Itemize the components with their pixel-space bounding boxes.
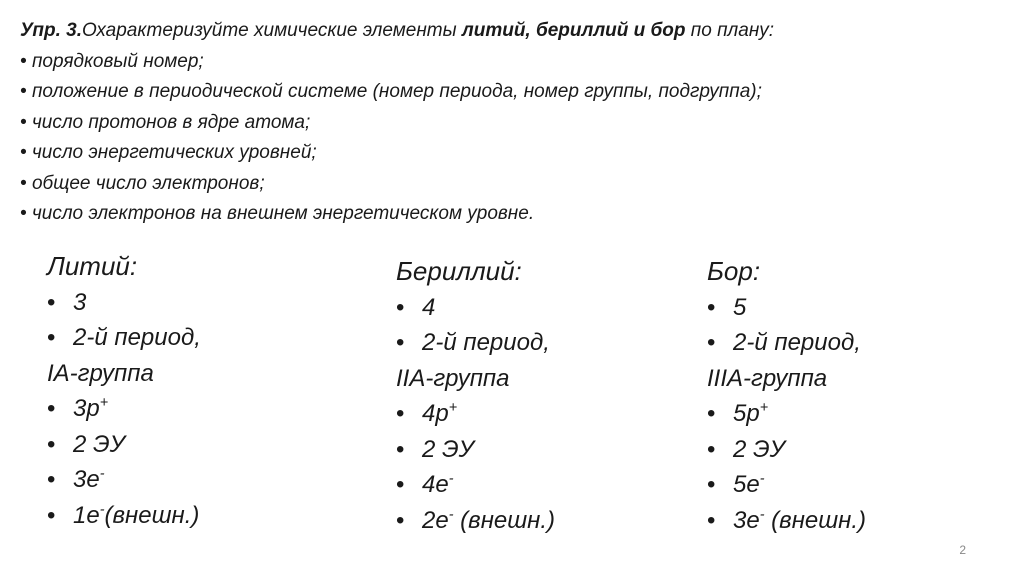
atomic-number-line — [396, 290, 555, 326]
task-heading — [20, 16, 1000, 47]
electrons-charge: - — [448, 471, 454, 487]
plan-item-text: порядковый номер; — [31, 50, 204, 72]
plan-item-text: число протонов в ядре атома; — [31, 111, 311, 133]
protons: 5p — [733, 400, 760, 427]
plan-item-text: общее число электронов; — [31, 172, 265, 194]
atomic-number: 4 — [422, 293, 436, 321]
bullet-icon: • — [707, 329, 716, 356]
beryllium-column — [396, 254, 555, 538]
bullet-icon: • — [707, 400, 716, 427]
levels-line — [707, 432, 866, 468]
bullet-icon: • — [47, 324, 56, 351]
protons-charge: + — [759, 400, 769, 416]
bullet-icon: • — [707, 435, 716, 463]
group-line — [47, 356, 201, 392]
outer-electrons: 1e — [73, 501, 100, 529]
task-elements: литий, бериллий и бор — [461, 20, 686, 41]
electrons-charge: - — [759, 471, 765, 487]
period-line — [396, 325, 555, 361]
boron-column — [707, 254, 866, 538]
protons: 4p — [422, 400, 449, 427]
plan-item — [20, 199, 1000, 230]
outer-electrons-note: (внешн.) — [104, 501, 200, 529]
period-line — [707, 325, 866, 361]
period-line — [47, 320, 201, 356]
outer-electrons-note: (внешн.) — [764, 506, 867, 534]
protons: 3p — [73, 395, 100, 422]
atomic-number: 3 — [73, 288, 87, 316]
bullet-icon: • — [396, 293, 405, 321]
bullet-icon: • — [20, 203, 27, 224]
bullet-icon: • — [20, 172, 27, 194]
electrons: 5e — [733, 471, 760, 498]
group: IIA-группа — [396, 364, 510, 392]
bullet-icon: • — [47, 395, 56, 422]
lithium-column — [47, 249, 201, 533]
plan-item-text: число электронов на внешнем энергетическом уровне. — [31, 203, 535, 224]
protons-line — [396, 396, 555, 432]
protons-line — [47, 391, 201, 427]
bullet-icon: • — [47, 501, 56, 529]
protons-line — [707, 396, 866, 432]
bullet-icon: • — [396, 435, 405, 463]
task-statement — [20, 16, 1000, 230]
protons-charge: + — [448, 400, 458, 416]
outer-electrons: 2e — [422, 506, 449, 534]
bullet-icon: • — [20, 142, 27, 163]
group-line — [396, 361, 555, 397]
electrons-line — [396, 467, 555, 503]
electrons-line — [707, 467, 866, 503]
bullet-icon: • — [396, 471, 405, 498]
atomic-number: 5 — [733, 293, 747, 321]
period: 2-й период, — [73, 324, 201, 351]
group-line — [707, 361, 866, 397]
outer-electrons-charge: - — [759, 506, 765, 523]
atomic-number-line — [707, 290, 866, 326]
task-label: Упр. 3. — [20, 20, 83, 41]
group: IIIA-группа — [707, 364, 828, 392]
outer-electrons-line — [707, 503, 866, 539]
outer-electrons-line — [396, 503, 555, 539]
outer-electrons-line — [47, 498, 201, 534]
bullet-icon: • — [396, 506, 405, 534]
bullet-icon: • — [707, 506, 716, 534]
bullet-icon: • — [396, 400, 405, 427]
bullet-icon: • — [20, 50, 27, 72]
plan-item — [20, 169, 1000, 200]
element-title: Литий: — [47, 251, 138, 281]
bullet-icon: • — [20, 81, 27, 102]
element-title: Бор: — [707, 256, 761, 286]
outer-electrons: 3e — [733, 506, 760, 534]
bullet-icon: • — [707, 471, 716, 498]
electrons: 4e — [422, 471, 449, 498]
plan-item-text: положение в периодической системе (номер периода, номер группы, подгруппа); — [31, 81, 762, 102]
plan-item — [20, 108, 1000, 139]
element-title: Бериллий: — [396, 256, 522, 286]
electrons: 3e — [73, 466, 100, 493]
period: 2-й период, — [733, 329, 861, 356]
energy-levels: 2 ЭУ — [73, 430, 126, 458]
plan-item — [20, 77, 1000, 108]
outer-electrons-note: (внешн.) — [453, 506, 556, 534]
levels-line — [47, 427, 201, 463]
protons-charge: + — [99, 395, 109, 411]
outer-electrons-charge: - — [99, 501, 105, 518]
bullet-icon: • — [47, 430, 56, 458]
bullet-icon: • — [707, 293, 716, 321]
levels-line — [396, 432, 555, 468]
plan-item-text: число энергетических уровней; — [31, 142, 317, 163]
group: IA-группа — [47, 359, 154, 387]
electrons-line — [47, 462, 201, 498]
period: 2-й период, — [422, 329, 550, 356]
energy-levels: 2 ЭУ — [422, 435, 475, 463]
task-tail: по плану: — [685, 20, 775, 41]
bullet-icon: • — [396, 329, 405, 356]
electrons-charge: - — [99, 466, 105, 482]
page-number: 2 — [959, 543, 966, 557]
bullet-icon: • — [20, 111, 27, 133]
plan-item — [20, 138, 1000, 169]
outer-electrons-charge: - — [448, 506, 454, 523]
bullet-icon: • — [47, 466, 56, 493]
atomic-number-line — [47, 285, 201, 321]
task-intro: Охарактеризуйте химические элементы — [82, 20, 462, 41]
energy-levels: 2 ЭУ — [733, 435, 786, 463]
plan-item — [20, 47, 1000, 78]
bullet-icon: • — [47, 288, 56, 316]
